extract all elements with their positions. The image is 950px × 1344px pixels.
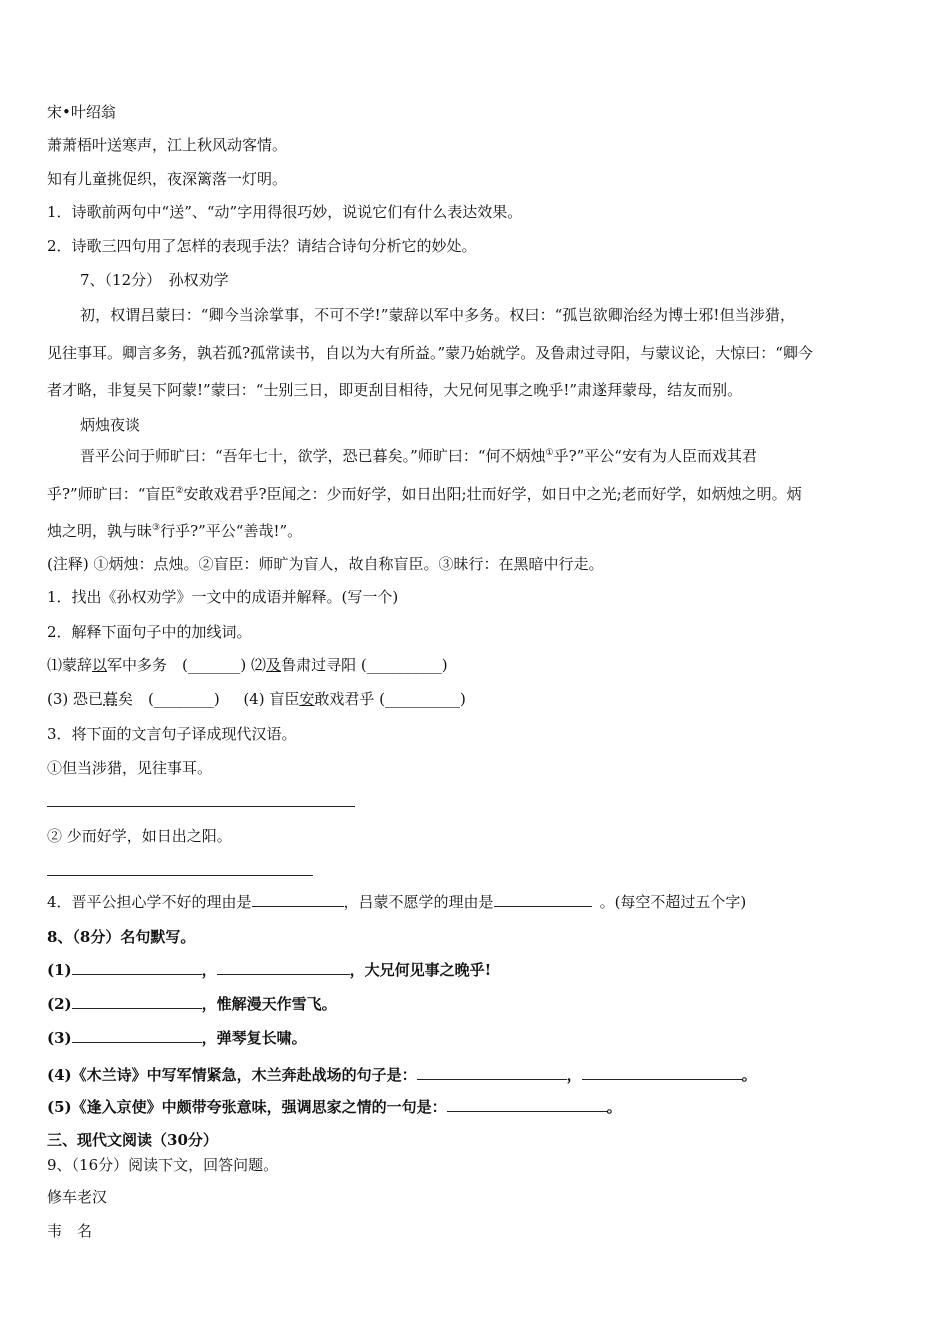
q8-item-2: (2) ，惟解漫天作雪飞。 — [47, 995, 337, 1013]
word-item-1: ⑴蒙辞以军中多务 (_______) — [47, 656, 247, 674]
answer-blank[interactable] — [72, 1028, 202, 1043]
passage2-line-1: 晋平公问于师旷曰：“吾年七十，欲学，恐已暮矣。”师旷曰：“何不炳烛①乎?”平公“安有为人臣而戏其君 — [80, 447, 757, 465]
passage2-line-3: 烛之明，孰与昧③行乎?”平公“善哉!”。 — [47, 522, 303, 540]
article-author: 韦 名 — [47, 1222, 93, 1240]
q8-item-5: (5)《逢入京使》中颇带夸张意味，强调思家之情的一句是： 。 — [47, 1098, 622, 1116]
passage1-line-2: 见往事耳。卿言多务，孰若孤?孤常读书，自以为大有所益。”蒙乃始就学。及鲁肃过寻阳，与蒙议论，大惊曰：“卿今 — [47, 344, 813, 362]
q7-sub-4: 4．晋平公担心学不好的理由是 ，吕蒙不愿学的理由是 。(每空不超过五个字) — [47, 893, 747, 911]
q7-sub-1: 1．找出《孙权劝学》一文中的成语并解释。(写一个) — [47, 588, 399, 606]
q8-item-4: (4)《木兰诗》中写军情紧急，木兰奔赴战场的句子是： ， 。 — [47, 1066, 757, 1084]
translate-item-1: ①但当涉猎，见往事耳。 — [47, 759, 213, 777]
q8-header: 8、（8分）名句默写。 — [47, 928, 196, 946]
answer-blank[interactable] — [494, 892, 592, 907]
q8-item-3: (3) ，弹琴复长啸。 — [47, 1029, 307, 1047]
passage2-line-2: 乎?”师旷曰：“盲臣②安敢戏君乎?臣闻之：少而好学，如日出阳;壮而好学，如日中之光;老而好学，如炳烛之明。炳 — [47, 485, 802, 503]
poem-question-2: 2．诗歌三四句用了怎样的表现手法？请结合诗句分析它的妙处。 — [47, 237, 477, 255]
answer-blank[interactable] — [417, 1065, 567, 1080]
word-items-row-1 — [47, 655, 448, 675]
word-items-row-2 — [47, 689, 466, 709]
poem-question-1: 1．诗歌前两句中“送”、“动”字用得很巧妙，说说它们有什么表达效果。 — [47, 203, 523, 221]
answer-blank[interactable] — [217, 960, 350, 975]
answer-blank[interactable]: __________ — [366, 656, 442, 674]
annotation-note: (注释) ①炳烛：点烛。②盲臣：师旷为盲人，故自称盲臣。③昧行：在黑暗中行走。 — [47, 555, 604, 573]
section-3-header: 三、现代文阅读（30分） — [47, 1131, 218, 1149]
passage1-line-1: 初，权谓吕蒙曰：“卿今当涂掌事，不可不学!”蒙辞以军中多务。权曰：“孤岂欲卿治经为博士邪!但当涉猎， — [80, 306, 796, 324]
q7-sub-2: 2．解释下面句子中的加线词。 — [47, 623, 252, 641]
answer-line-2[interactable] — [47, 875, 313, 876]
answer-blank[interactable]: _______ — [187, 656, 241, 674]
word-item-3: (3) 恐已暮矣 (________) — [47, 690, 220, 708]
answer-blank[interactable]: __________ — [385, 690, 460, 708]
answer-blank[interactable]: ________ — [153, 690, 214, 708]
translate-item-2: ② 少而好学，如日出之阳。 — [47, 827, 232, 845]
q7-sub-3: 3．将下面的文言句子译成现代汉语。 — [47, 725, 297, 743]
answer-blank[interactable] — [582, 1065, 742, 1080]
answer-blank[interactable] — [72, 960, 202, 975]
passage2-title: 炳烛夜谈 — [80, 416, 141, 434]
answer-blank[interactable] — [72, 994, 202, 1009]
passage1-line-3: 者才略，非复吴下阿蒙!”蒙曰：“士别三日，即更刮目相待，大兄何见事之晚乎!”肃遂拜蒙母，结友而别。 — [47, 381, 743, 399]
poem-line-2: 知有儿童挑促织，夜深篱落一灯明。 — [47, 170, 288, 188]
poem-author: 宋•叶绍翁 — [47, 103, 116, 121]
answer-line-1[interactable] — [47, 806, 355, 807]
word-item-4: (4) 盲臣安敢戏君乎 (__________) — [243, 690, 466, 708]
q8-item-1: (1) ， ，大兄何见事之晚乎! — [47, 961, 492, 979]
answer-blank[interactable] — [252, 892, 344, 907]
word-item-2: ⑵及鲁肃过寻阳 (__________) — [251, 656, 448, 674]
q9-header: 9、（16分）阅读下文，回答问题。 — [47, 1156, 279, 1174]
article-title: 修车老汉 — [47, 1188, 108, 1206]
q7-header: 7、（12分） 孙权劝学 — [80, 271, 229, 289]
answer-blank[interactable] — [447, 1097, 607, 1112]
poem-line-1: 萧萧梧叶送寒声，江上秋风动客情。 — [47, 136, 288, 154]
